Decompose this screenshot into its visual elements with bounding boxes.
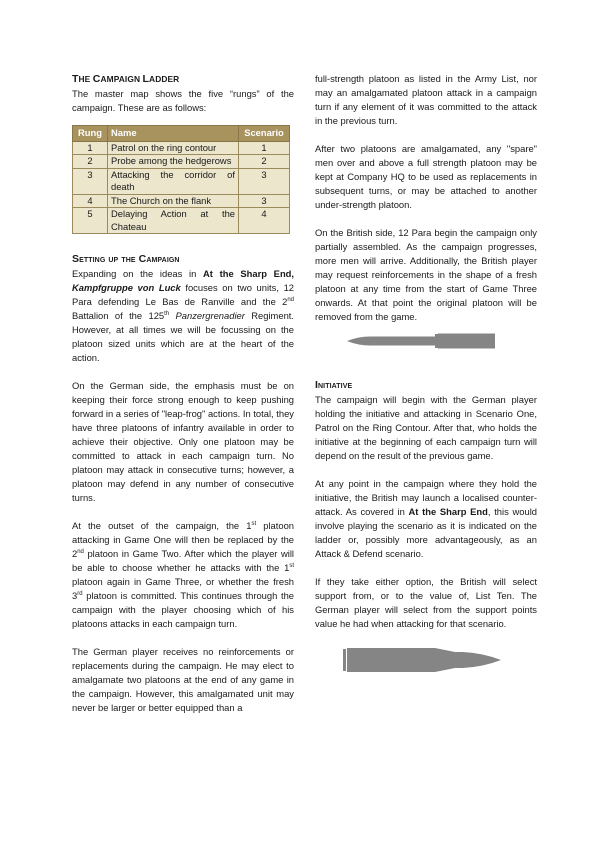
initiative-paragraph-1: The campaign will begin with the German player holding the initiative and attacking in Scenario One, Patrol on the Ring Contour. After that, who holds the initiative at the beginning of each campaign turn will depend on the result of the previous game. <box>315 394 537 461</box>
continued-paragraph: full-strength platoon as listed in the Army List, nor may an amalgamated platoon attack in a campaign turn if any element of it was committed to the attack in the previous turn. <box>315 73 537 126</box>
header-rung: Rung <box>73 126 108 142</box>
header-scenario: Scenario <box>239 126 290 142</box>
initiative-heading: Initiative <box>315 379 353 391</box>
rung-cell: 2 <box>73 155 108 169</box>
table-row <box>73 155 290 169</box>
amalgamation-paragraph: After two platoons are amalgamated, any "spare" men over and above a full strength platoon may be kept at Company HQ to be used as replacements in subsequent turns, or may be attached to another under-strength platoon. <box>315 143 537 210</box>
rung-cell: 5 <box>73 208 108 234</box>
bullet-divider-icon <box>345 330 495 352</box>
right-column <box>315 72 537 675</box>
name-cell: Attacking the corridor of death <box>108 168 239 194</box>
setup-heading: Setting up the Campaign <box>72 253 180 265</box>
scenario-cell: 4 <box>239 208 290 234</box>
table-row <box>73 168 290 194</box>
left-column <box>72 72 294 715</box>
rung-cell: 4 <box>73 194 108 208</box>
name-cell: Probe among the hedgerows <box>108 155 239 169</box>
setup-paragraph-1: Expanding on the ideas in At the Sharp End, Kampfgruppe von Luck focuses on two units, 12 Para defending Le Bas de Ranville and the 2nd Battalion of the 125th Panzergrenadier Regiment. However, at all times we will be focussing on the platoon sized units which are at the heart of the action. <box>72 268 294 363</box>
bullet-divider-icon <box>343 645 503 675</box>
ladder-intro: The master map shows the five “rungs” of the campaign. These are as follows: <box>72 88 294 113</box>
table-row <box>73 194 290 208</box>
campaign-ladder-table <box>72 125 290 234</box>
campaign-ladder-heading: THE CAMPAIGN LADDER <box>72 73 180 85</box>
name-cell: Delaying Action at the Chateau <box>108 208 239 234</box>
setup-paragraph-3: At the outset of the campaign, the 1st platoon attacking in Game One will then be replaced by the 2nd platoon in Game Two. After which the player will be able to choose whether he attacks with the 1st platoon again in Game Three, or whether the fresh 3rd platoon is committed. This continues through the campaign with the player choosing which of his platoons attacks in each campaign turn. <box>72 520 294 629</box>
header-name: Name <box>108 126 239 142</box>
setup-paragraph-4: The German player receives no reinforcements or replacements during the campaign. He may elect to amalgamate two platoons at the end of any game in the campaign. However, this amalgamated unit may never be larger or better equipped than a <box>72 646 294 713</box>
initiative-paragraph-2: At any point in the campaign where they hold the initiative, the British may launch a localised counter-attack. As covered in At the Sharp End, this would involve playing the scenario as it is indicated on the ladder or, possibly more advantageously, as an Attack & Defend scenario. <box>315 478 537 559</box>
setup-paragraph-2: On the German side, the emphasis must be on keeping their force strong enough to keep pushing forward in a series of "leap-frog" actions. In total, they have three platoons of infantry available in order to achieve their objective. Only one platoon may be committed to attack in each campaign turn. No platoon may attack in consecutive turns; however, a platoon may defend in any number of consecutive turns. <box>72 380 294 503</box>
rung-cell: 1 <box>73 141 108 155</box>
table-header-row <box>73 126 290 142</box>
name-cell: The Church on the flank <box>108 194 239 208</box>
name-cell: Patrol on the ring contour <box>108 141 239 155</box>
initiative-paragraph-3: If they take either option, the British will select support from, or to the value of, List Ten. The German player will select from the support points value he had when attacking for that scenario. <box>315 576 537 629</box>
scenario-cell: 3 <box>239 168 290 194</box>
rung-cell: 3 <box>73 168 108 194</box>
british-side-paragraph: On the British side, 12 Para begin the campaign only partially assembled. As the campaign progresses, more men will arrive. Additionally, the British player may request reinforcements in the shape of a fresh platoon at any time from the start of Game Three onwards. At that point the original platoon will be removed from the game. <box>315 227 537 322</box>
scenario-cell: 2 <box>239 155 290 169</box>
scenario-cell: 3 <box>239 194 290 208</box>
table-row <box>73 208 290 234</box>
scenario-cell: 1 <box>239 141 290 155</box>
table-row <box>73 141 290 155</box>
